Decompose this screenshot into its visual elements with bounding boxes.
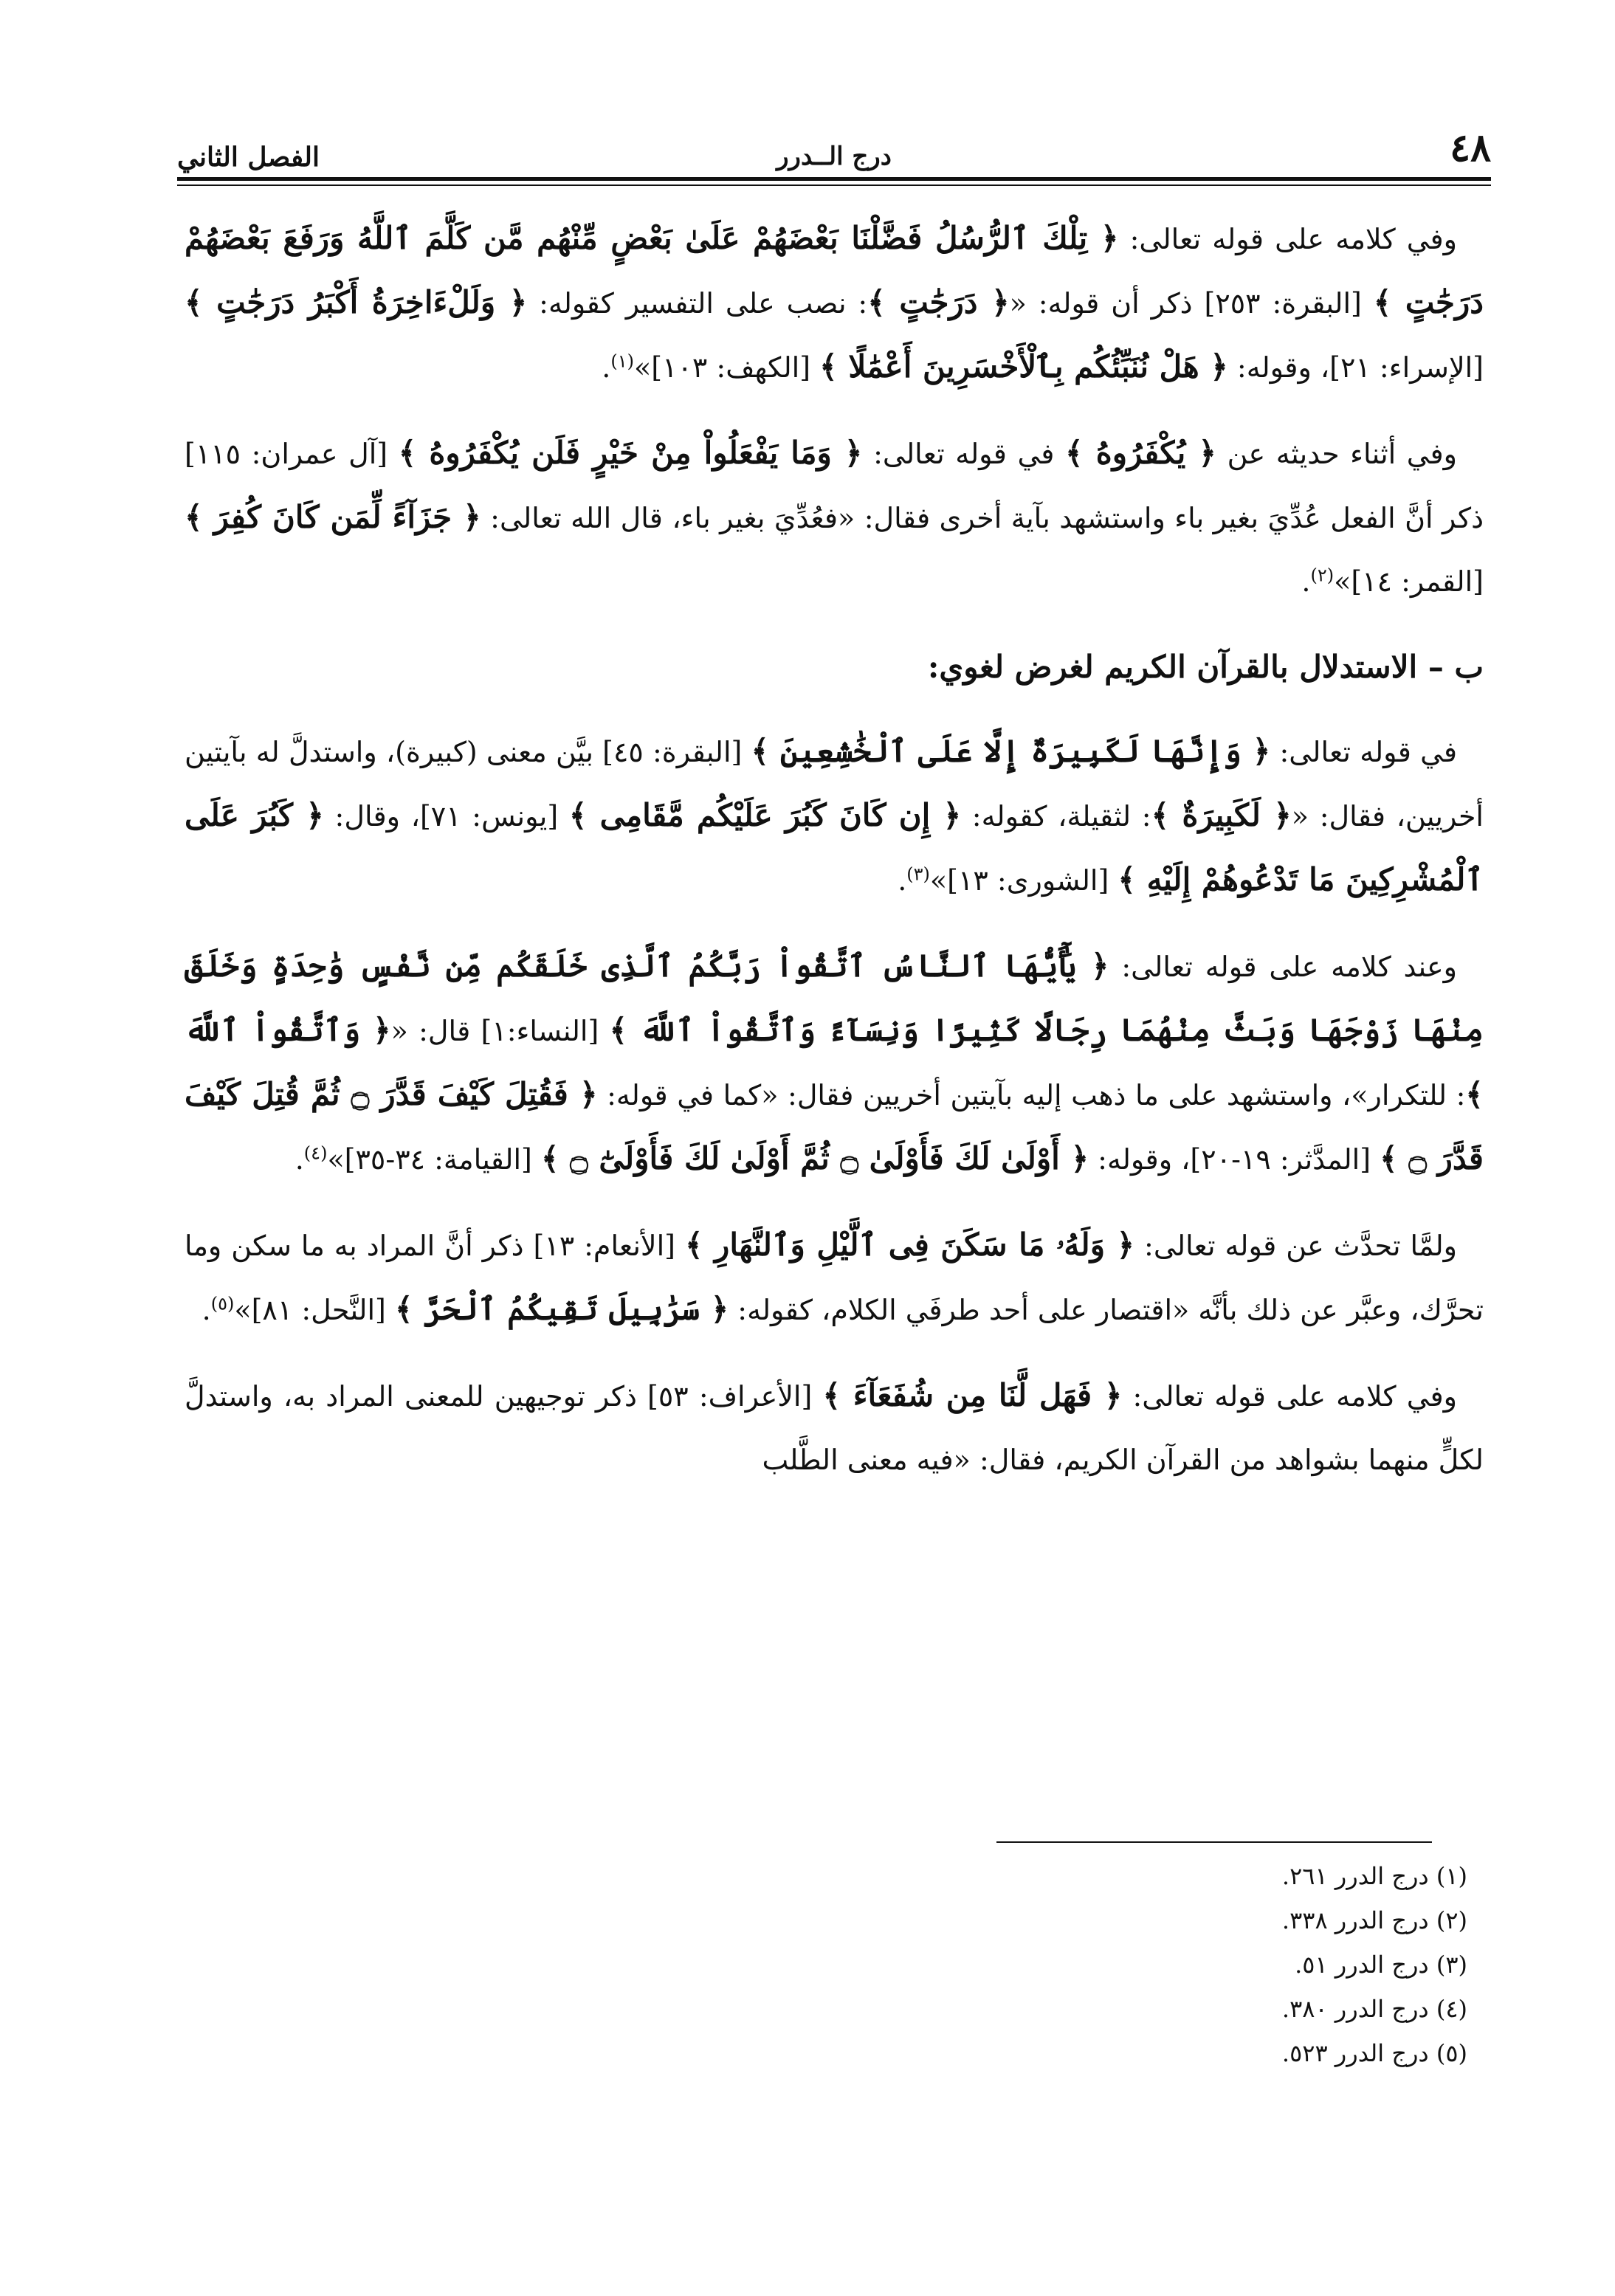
footnote-separator <box>996 1841 1432 1843</box>
quran-verse: ﴿ تِلْكَ ٱلرُّسُلُ فَضَّلْنَا بَعْضَهُمْ عَلَىٰ بَعْضٍ مِّنْهُم مَّن كَلَّمَ ٱللَّهُ وَرَفَعَ بَعْضَهُمْ دَرَجَٰتٍ ﴾ <box>185 220 1484 320</box>
quran-verse: ﴿ هَلْ نُنَبِّئُكُم بِٱلْأَخْسَرِينَ أَعْمَٰلًا ﴾ <box>819 348 1228 385</box>
quran-verse: ﴿ أَوْلَىٰ لَكَ فَأَوْلَىٰ ۝ ثُمَّ أَوْلَىٰ لَكَ فَأَوْلَىٰٓ ۝ ﴾ <box>540 1140 1089 1176</box>
text-run: [النساء:١] قال: « <box>390 1015 610 1047</box>
quran-verse: ﴿ سَرَٰبِيلَ تَقِيكُمُ ٱلْحَرَّ ﴾ <box>394 1291 729 1327</box>
text-run: . <box>1301 565 1311 598</box>
quran-verse: ﴿ فَقُتِلَ كَيْفَ قَدَّرَ ۝ ثُمَّ قُتِلَ كَيْفَ قَدَّرَ ۝ ﴾ <box>185 1076 1484 1176</box>
section-subheading: ب – الاستدلال بالقرآن الكريم لغرض لغوي: <box>927 649 1484 685</box>
text-run: [الأعراف: ٥٣] ذكر توجيهين للمعنى المراد به، واستدلَّ لكلٍّ منهما بشواهد من القرآن الكريم، فقال: «فيه معنى الطَّلب <box>185 1380 1484 1476</box>
text-run: وفي أثناء حديثه عن <box>1216 438 1457 470</box>
text-run: [النَّحل: ٨١]» <box>234 1294 395 1326</box>
text-run: [الأنعام: ١٣] ذكر أنَّ المراد به ما سكن وما تحرَّك، وعبَّر عن ذلك بأنَّه «اقتصار على أحد طرفَي الكلام، كقوله: <box>185 1230 1484 1326</box>
footnotes-list <box>951 1854 1467 2075</box>
text-run: [الشورى: ١٣]» <box>929 864 1118 897</box>
text-run: وفي كلامه على قوله تعالى: <box>1118 223 1457 255</box>
quran-verse: ﴿ دَرَجَٰتٍ ﴾ <box>867 284 1010 320</box>
text-run: [القمر: ١٤]» <box>1334 565 1484 598</box>
footnote: (٢) درج الدرر ٣٣٨. <box>1281 1906 1467 1934</box>
text-run: [البقرة: ٢٥٣] ذكر أن قوله: « <box>1009 287 1374 320</box>
quran-verse: ﴿ لَكَبِيرَةٌ ﴾ <box>1151 797 1292 833</box>
quran-verse: ﴿ وَلَلْءَاخِرَةُ أَكْبَرُ دَرَجَٰتٍ ﴾ <box>185 284 528 320</box>
footnote: (٣) درج الدرر ٥١. <box>1295 1951 1467 1979</box>
text-run: . <box>295 1143 304 1176</box>
footnote-ref: (٥) <box>210 1293 235 1314</box>
header-rule <box>177 177 1491 181</box>
paragraph <box>185 207 1484 399</box>
quran-verse: ﴿ وَإِنَّهَا لَكَبِيرَةٌ إِلَّا عَلَى ٱلْخَٰشِعِينَ ﴾ <box>751 733 1271 769</box>
paragraph <box>185 720 1484 912</box>
text-run: . <box>898 864 907 897</box>
text-run: . <box>602 351 611 384</box>
page-number: ٤٨ <box>1450 125 1491 170</box>
quran-verse: ﴿ كَبُرَ عَلَى ٱلْمُشْرِكِينَ مَا تَدْعُوهُمْ إِلَيْهِ ﴾ <box>185 797 1484 897</box>
text-run: : للتكرار»، واستشهد على ما ذهب إليه بآيتين أخريين فقال: «كما في قوله: <box>597 1079 1466 1111</box>
quran-verse: ﴿ يُكْفَرُوهُ ﴾ <box>1064 435 1217 471</box>
footnote: (١) درج الدرر ٢٦١. <box>1281 1862 1467 1890</box>
quran-verse: ﴿ وَمَا يَفْعَلُواْ مِنْ خَيْرٍ فَلَن يُكْفَرُوهُ ﴾ <box>398 435 863 471</box>
quran-verse: ﴿ وَٱتَّقُواْ ٱللَّهَ ﴾ <box>185 1012 1484 1112</box>
main-text <box>185 207 1484 1757</box>
quran-verse: ﴿ وَلَهُۥ مَا سَكَنَ فِى ٱلَّيْلِ وَٱلنَّهَارِ ﴾ <box>684 1227 1135 1263</box>
quran-verse: ﴿ إِن كَانَ كَبُرَ عَلَيْكُم مَّقَامِى ﴾ <box>568 797 962 833</box>
text-run: في قوله تعالى: <box>862 438 1065 470</box>
paragraph <box>185 934 1484 1191</box>
text-run: وعند كلامه على قوله تعالى: <box>1109 951 1457 983</box>
text-run: [المدَّثر: ١٩-٢٠]، وقوله: <box>1089 1143 1380 1176</box>
book-title: درج الــدرر <box>776 142 892 171</box>
text-run: ولمَّا تحدَّث عن قوله تعالى: <box>1134 1230 1458 1262</box>
text-run: . <box>202 1294 211 1326</box>
quran-verse: ﴿ جَزَآءً لِّمَن كَانَ كُفِرَ ﴾ <box>185 499 481 535</box>
text-run: [آل عمران: ١١٥] ذكر أنَّ الفعل عُدِّيَ بغير باء واستشهد بآية أخرى فقال: «فعُدِّيَ بغير باء، قال الله تعالى: <box>185 438 1484 534</box>
paragraph <box>185 421 1484 613</box>
text-run: : نصب على التفسير كقوله: <box>527 287 868 320</box>
quran-verse: ﴿ يَٰٓأَيُّهَا ٱلنَّاسُ ٱتَّقُواْ رَبَّكُمُ ٱلَّذِى خَلَقَكُم مِّن نَّفْسٍ وَٰحِدَةٍ وَخَلَقَ مِنْهَا زَوْجَهَا وَبَثَّ مِنْهُمَا رِجَالًا كَثِيرًا وَنِسَآءً وَٱتَّقُواْ ٱللَّهَ ﴾ <box>185 948 1484 1048</box>
footnote-ref: (٤) <box>303 1142 328 1164</box>
footnote: (٥) درج الدرر ٥٢٣. <box>1281 2039 1467 2067</box>
header-rule-thin <box>177 185 1491 186</box>
text-run: [الإسراء: ٢١]، وقوله: <box>1227 351 1484 384</box>
footnote-ref: (٢) <box>1310 565 1335 586</box>
text-run: [الكهف: ١٠٣]» <box>634 351 820 384</box>
paragraph <box>185 1364 1484 1492</box>
footnote-ref: (٣) <box>906 863 930 885</box>
paragraph <box>185 1213 1484 1342</box>
quran-verse: ﴿ فَهَل لَّنَا مِن شُفَعَآءَ ﴾ <box>822 1377 1123 1413</box>
chapter-title: الفصل الثاني <box>177 142 320 173</box>
running-header <box>177 125 1491 177</box>
text-run: وفي كلامه على قوله تعالى: <box>1122 1380 1457 1413</box>
text-run: في قوله تعالى: <box>1270 736 1457 768</box>
text-run: : لثقيلة، كقوله: <box>961 800 1151 832</box>
text-run: [البقرة: ٤٥] بيَّن معنى (كبيرة)، واستدلَّ له بآيتين أخريين، فقال: « <box>185 736 1484 832</box>
footnote: (٤) درج الدرر ٣٨٠. <box>1281 1995 1467 2023</box>
footnote-ref: (١) <box>610 351 635 372</box>
text-run: [القيامة: ٣٤-٣٥]» <box>327 1143 541 1176</box>
text-run: [يونس: ٧١]، وقال: <box>323 800 569 832</box>
